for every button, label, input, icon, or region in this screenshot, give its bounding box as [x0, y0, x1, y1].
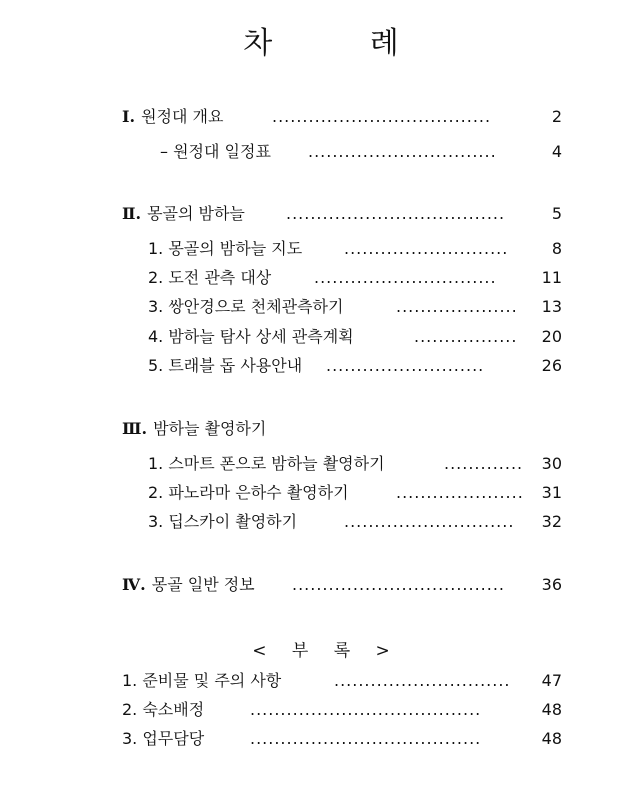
- toc-page: 47: [541, 671, 562, 690]
- leader-dots: .............: [444, 454, 524, 473]
- toc-label: 2. 파노라마 은하수 촬영하기: [148, 483, 349, 502]
- toc-label: 2. 도전 관측 대상: [148, 268, 272, 287]
- toc-label: 몽골의 밤하늘: [147, 204, 245, 223]
- toc-page: 48: [541, 729, 562, 748]
- leader-dots: .....................: [396, 483, 524, 502]
- toc-label: 4. 밤하늘 탐사 상세 관측계획: [148, 327, 354, 346]
- leader-dots: ..............................: [314, 268, 497, 287]
- toc-page: 48: [541, 700, 562, 719]
- appendix-entry-3: [122, 727, 562, 751]
- leader-dots: ............................: [344, 512, 515, 531]
- toc-page: 8: [551, 239, 562, 258]
- toc-entry-2-5: [148, 354, 562, 378]
- toc-page: 20: [541, 327, 562, 346]
- toc-label: 원정대 개요: [141, 107, 224, 126]
- roman-numeral: Ⅲ.: [122, 419, 148, 438]
- appendix-title: < 부 록 >: [252, 641, 390, 661]
- toc-page: 30: [541, 454, 562, 473]
- roman-numeral: Ⅳ.: [122, 575, 146, 594]
- toc-label: 3. 업무담당: [122, 729, 205, 748]
- toc-label: 2. 숙소배정: [122, 700, 205, 719]
- toc-entry-3-2: [148, 481, 562, 505]
- leader-dots: .............................: [334, 671, 511, 690]
- page-title: 차 례: [243, 26, 443, 61]
- toc-label: 밤하늘 촬영하기: [153, 419, 267, 438]
- leader-dots: ......................................: [250, 700, 482, 719]
- toc-entry-3-3: [148, 510, 562, 534]
- toc-page: 13: [541, 297, 562, 316]
- toc-page: 26: [541, 356, 562, 375]
- toc-page: 5: [551, 204, 562, 223]
- toc-page: 11: [541, 268, 562, 287]
- leader-dots: ....................................: [272, 107, 492, 126]
- toc-page: 4: [551, 142, 562, 161]
- toc-label: 몽골 일반 정보: [151, 575, 255, 594]
- leader-dots: ...............................: [308, 142, 497, 161]
- toc-page: 32: [541, 512, 562, 531]
- toc-label: 1. 스마트 폰으로 밤하늘 촬영하기: [148, 454, 385, 473]
- toc-entry-3-1: [148, 452, 562, 476]
- appendix-entry-1: [122, 669, 562, 693]
- toc-label: 3. 쌍안경으로 천체관측하기: [148, 297, 344, 316]
- leader-dots: ..........................: [326, 356, 485, 375]
- toc-entry-section-2: [122, 202, 562, 226]
- roman-numeral: Ⅰ.: [122, 107, 136, 126]
- toc-entry-section-3: [122, 417, 562, 441]
- toc-entry-section-1: [122, 105, 562, 129]
- toc-entry-section-4: [122, 573, 562, 597]
- toc-label: 1. 준비물 및 주의 사항: [122, 671, 282, 690]
- toc-label: 3. 딥스카이 촬영하기: [148, 512, 298, 531]
- toc-page: 2: [551, 107, 562, 126]
- toc-entry-schedule: [160, 140, 562, 164]
- leader-dots: ....................................: [286, 204, 506, 223]
- toc-entry-2-3: [148, 295, 562, 319]
- toc-entry-2-2: [148, 266, 562, 290]
- toc-page: 31: [541, 483, 562, 502]
- leader-dots: ......................................: [250, 729, 482, 748]
- toc-entry-2-1: [148, 237, 562, 261]
- toc-page: 36: [541, 575, 562, 594]
- leader-dots: ...................................: [292, 575, 506, 594]
- appendix-entry-2: [122, 698, 562, 722]
- leader-dots: ...........................: [344, 239, 509, 258]
- toc-label: 5. 트래블 돕 사용안내: [148, 356, 303, 375]
- toc-entry-2-4: [148, 325, 562, 349]
- toc-label: – 원정대 일정표: [160, 142, 271, 161]
- toc-label: 1. 몽골의 밤하늘 지도: [148, 239, 303, 258]
- leader-dots: ....................: [396, 297, 518, 316]
- leader-dots: .................: [414, 327, 518, 346]
- roman-numeral: Ⅱ.: [122, 204, 142, 223]
